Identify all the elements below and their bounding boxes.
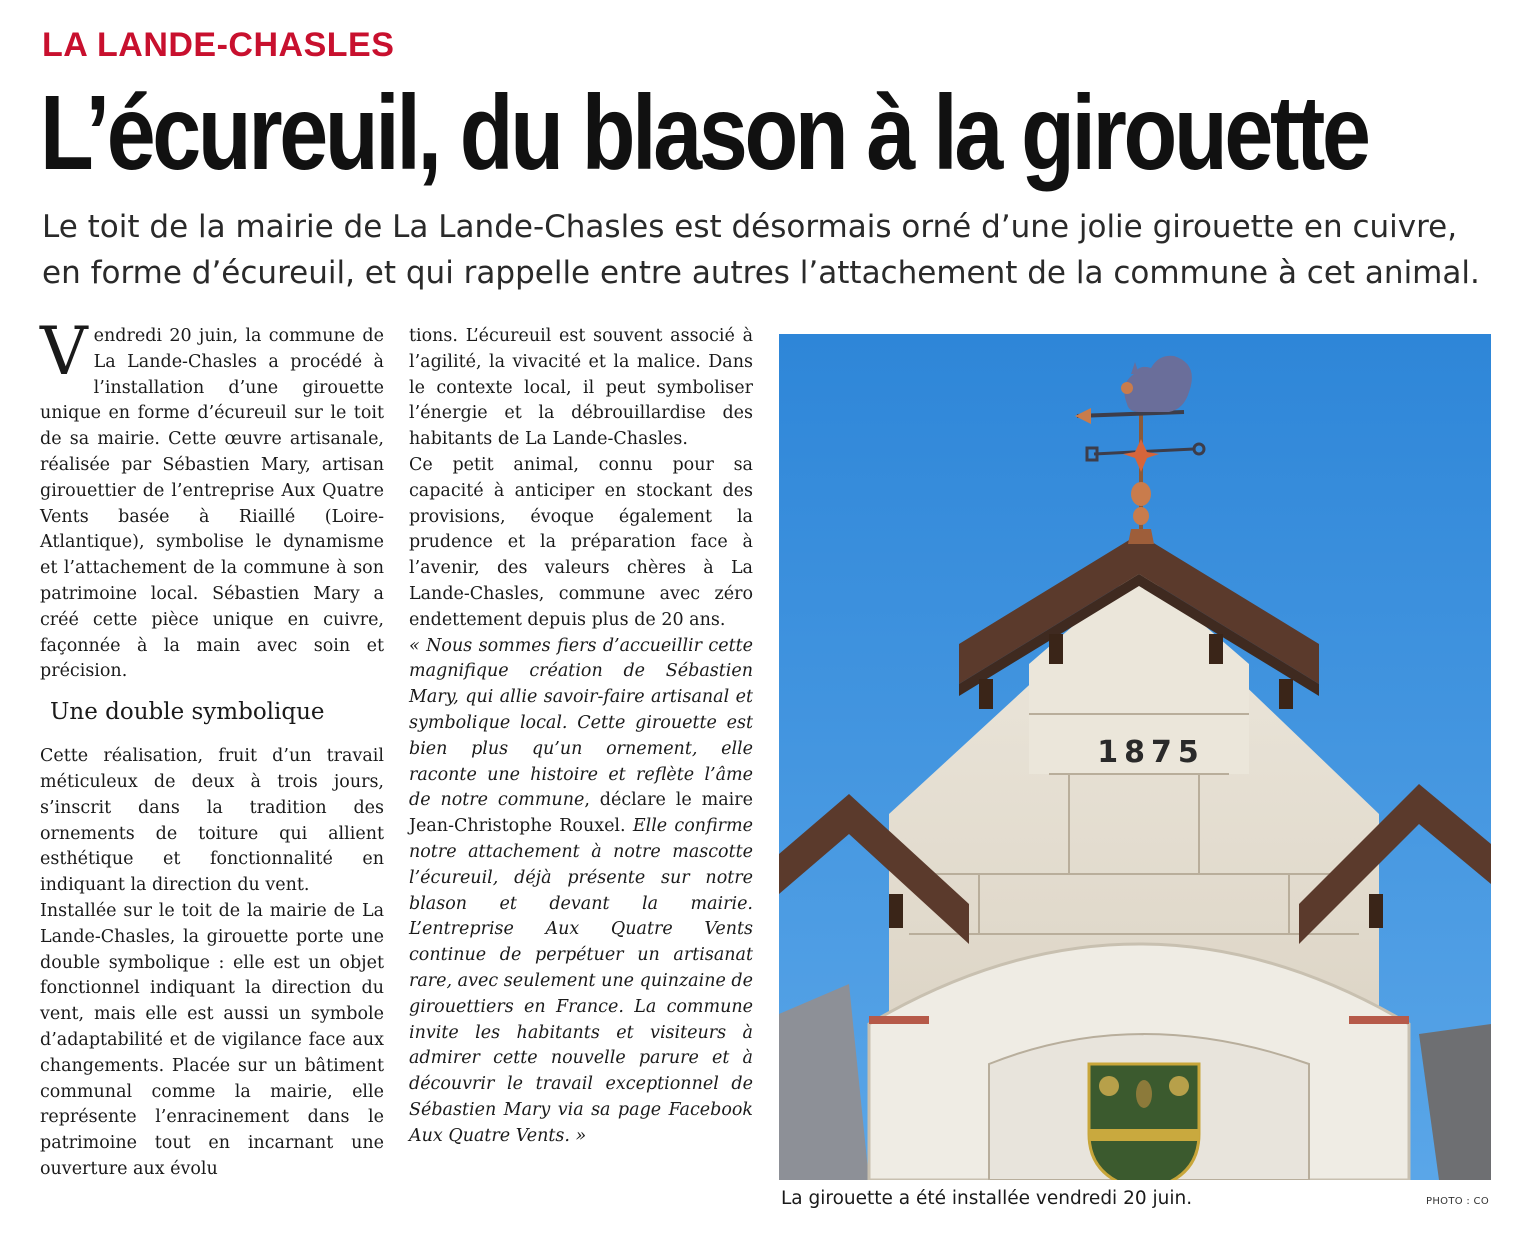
lead-line-2: en forme d’écureuil, et qui rappelle entre autres l’attachement de la commune à cet animal. xyxy=(42,255,1480,291)
drop-cap: V xyxy=(40,313,88,390)
article-photo xyxy=(779,334,1491,1180)
paragraph-2: Cette réalisation, fruit d’un travail méticuleux de deux à trois jours, s’inscrit dans la tradition des ornements de toiture qui allient esthétique et fonctionnalité en indiquant la direction du vent. xyxy=(40,746,384,896)
quote-attribution: , déclare le maire Jean-Christophe Rouxel. xyxy=(409,790,754,837)
date-stone-text: 1875 xyxy=(1097,735,1205,770)
section-label: LA LANDE-CHASLES xyxy=(42,26,395,64)
paragraph-1 xyxy=(40,313,384,685)
quote-part-1: « Nous sommes fiers d’accueillir cette magnifique création de Sébastien Mary, qui allie savoir-faire artisanal et symbolique local. Cette girouette est bien plus qu’un ornement, elle raconte une histoire et reflète l’âme de notre commune xyxy=(409,635,753,811)
lead-paragraph xyxy=(42,204,1492,296)
mayor-quote xyxy=(409,634,753,1150)
photo-caption: La girouette a été installée vendredi 20 juin. xyxy=(781,1188,1193,1209)
photo-credit: PHOTO : CO xyxy=(1426,1196,1489,1207)
article-column-2 xyxy=(409,324,753,1150)
article-column-1 xyxy=(40,313,384,1183)
paragraph-1-text: endredi 20 juin, la commune de La Lande-Chasles a procédé à l’installation d’une girouette unique en forme d’écureuil sur le toit de sa mairie. Cette œuvre artisanale, réalisée par Sébastien Mary, artisan girouettier de l’entreprise Aux Quatre Vents basée à Riaillé (Loire-Atlantique), symbolise le dynamisme et l’attachement de la commune à son patrimoine local. Sébastien Mary a créé cette pièce unique en cuivre, façonnée à la main avec soin et précision. xyxy=(40,326,384,682)
paragraph-4: Ce petit animal, connu pour sa capacité à anticiper en stockant des provisions, évoque également la prudence et la préparation face à l’avenir, des valeurs chères à La Lande-Chasles, commune avec zéro endettement depuis plus de 20 ans. xyxy=(409,454,753,630)
headline: L’écureuil, du blason à la girouette xyxy=(40,74,1368,192)
quote-part-2: Elle confirme notre attachement à notre mascotte l’écureuil, déjà présente sur notre blason et devant la mairie. L’entreprise Aux Quatre Vents continue de perpétuer un artisanat rare, avec seulement une quinzaine de girouettiers en France. La commune invite les habitants et visiteurs à admirer cette nouvelle parure et à découvrir le travail exceptionnel de Sébastien Mary via sa page Facebook Aux Quatre Vents. » xyxy=(409,816,753,1146)
paragraph-3-part-1: Installée sur le toit de la mairie de La Lande-Chasles, la girouette porte une double symbolique : elle est un objet fonctionnel indiquant la direction du vent, mais elle est aussi un symbole d’adaptabilité et de vigilance face aux changements. Placée sur un bâtiment communal comme la mairie, elle représente l’enracinement dans le patrimoine tout en incarnant une ouverture aux évolu xyxy=(40,900,384,1179)
subheading: Une double symbolique xyxy=(50,699,325,726)
paragraph-3-part-2: tions. L’écureuil est souvent associé à l’agilité, la vivacité et la malice. Dans le contexte local, il peut symboliser l’énergie et la débrouillardise des habitants de La Lande-Chasles. xyxy=(409,326,753,450)
coat-of-arms-icon xyxy=(1089,1064,1199,1180)
lead-line-1: Le toit de la mairie de La Lande-Chasles est désormais orné d’une jolie girouette en cuivre, xyxy=(42,209,1458,245)
town-hall-illustration xyxy=(779,334,1491,1180)
